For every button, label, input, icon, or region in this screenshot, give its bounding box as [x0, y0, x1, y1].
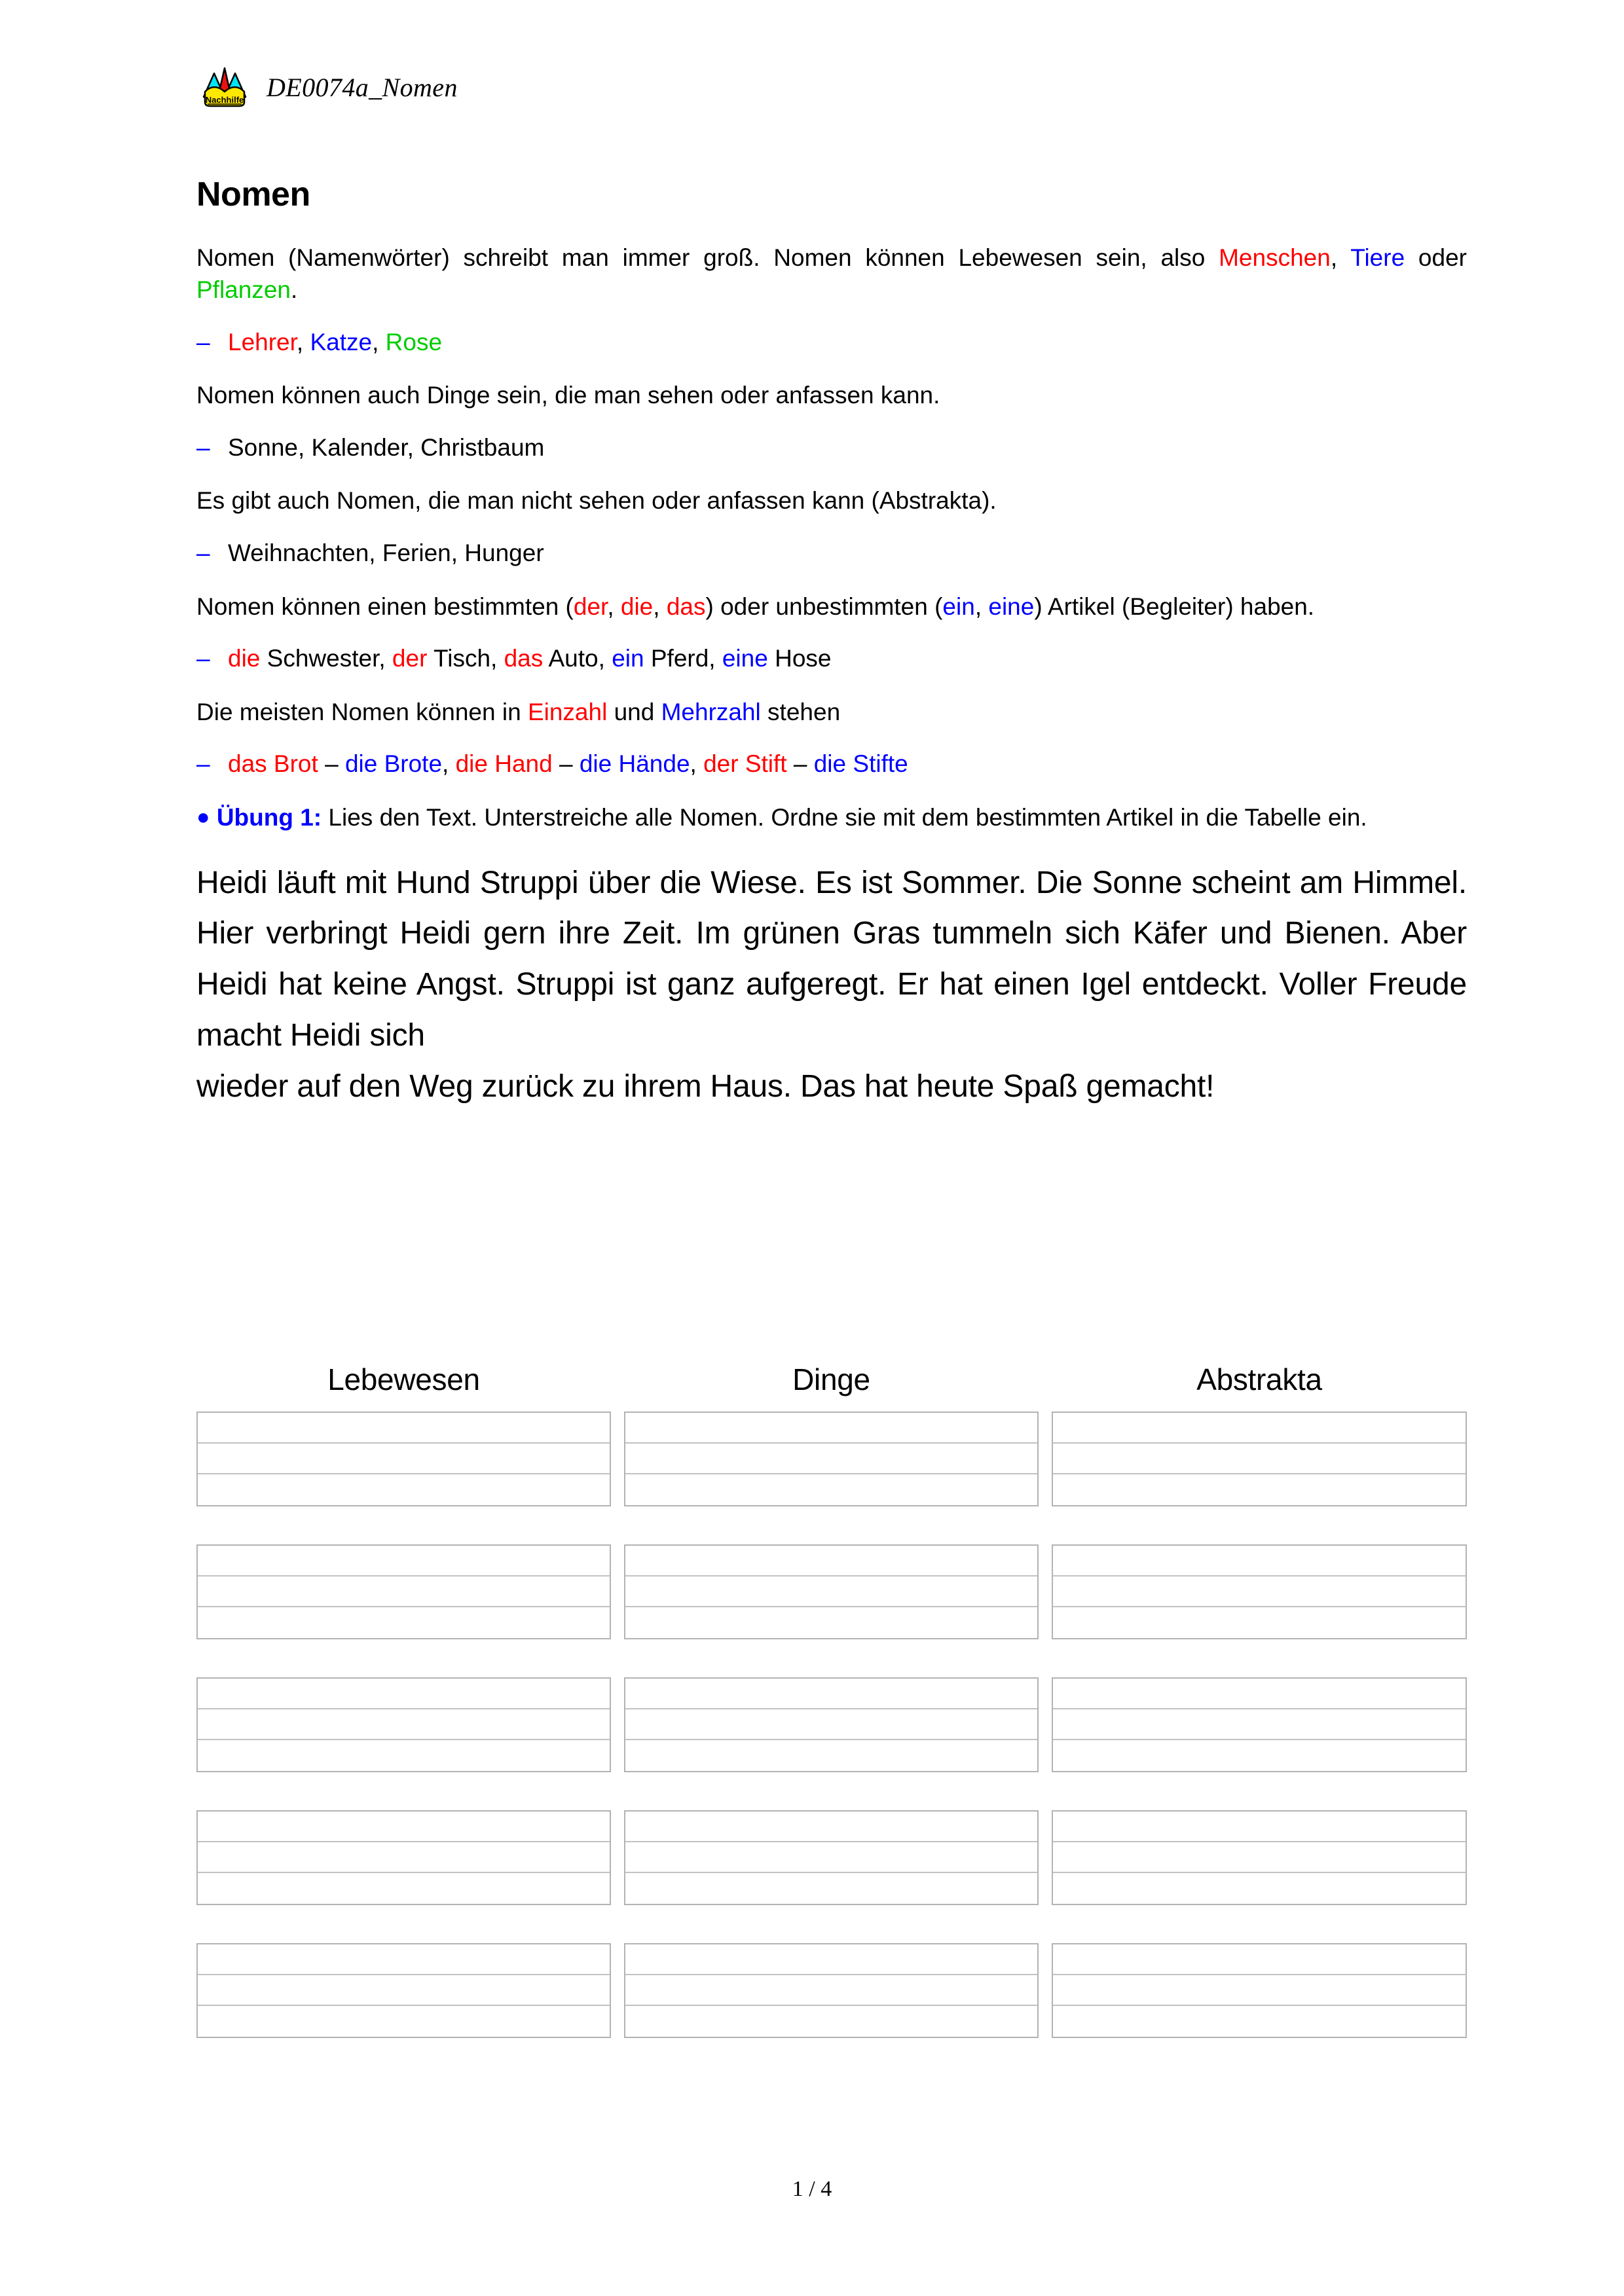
artikel-eine: eine: [988, 592, 1035, 620]
writing-blocks-row: [196, 1677, 1467, 1772]
page-footer: [0, 2177, 1624, 2202]
writing-line[interactable]: [198, 1740, 610, 1771]
writing-line[interactable]: [625, 1740, 1037, 1771]
word-pflanzen: Pflanzen: [196, 276, 291, 304]
writing-block[interactable]: [1052, 1412, 1467, 1506]
sep: ,: [653, 592, 667, 620]
list-dash-icon: –: [196, 750, 210, 778]
word-menschen: Menschen: [1219, 244, 1331, 271]
writing-block[interactable]: [1052, 1677, 1467, 1772]
example-abstrakta-content: Weihnachten, Ferien, Hunger: [228, 539, 544, 567]
exercise-instruction: [196, 801, 1467, 834]
writing-line[interactable]: [1053, 1546, 1466, 1576]
sep: ,: [690, 750, 704, 778]
list-dash-icon: –: [196, 433, 210, 461]
logo-text: Nachhilfe: [205, 95, 244, 105]
intro-text-1: Nomen (Namenwörter) schreibt man immer groß. Nomen können Lebewesen sein, also: [196, 244, 1219, 271]
list-dash-icon: –: [196, 328, 210, 355]
sing-2: die Hand: [455, 750, 553, 778]
writing-block[interactable]: [624, 1943, 1039, 2038]
writing-block[interactable]: [1052, 1810, 1467, 1905]
noun-4: Pferd,: [644, 645, 722, 672]
writing-line[interactable]: [198, 1679, 610, 1709]
pair-dash-3: –: [786, 750, 814, 778]
writing-line[interactable]: [1053, 1576, 1466, 1607]
document-content: [196, 177, 1467, 1112]
plur-2: die Hände: [579, 750, 690, 778]
artikel-das: das: [666, 592, 706, 620]
writing-line[interactable]: [1053, 2006, 1466, 2037]
page-title: Nomen: [196, 175, 310, 213]
example-dinge-content: Sonne, Kalender, Christbaum: [228, 433, 545, 461]
writing-line[interactable]: [198, 1444, 610, 1474]
word-tiere: Tiere: [1350, 244, 1405, 271]
zahl-text-2: und: [607, 698, 661, 725]
abstrakta-paragraph: Es gibt auch Nomen, die man nicht sehen oder anfassen kann (Abstrakta).: [196, 487, 997, 515]
writing-line[interactable]: [198, 1812, 610, 1842]
artikel-paragraph: [196, 591, 1467, 623]
writing-blocks-row: [196, 1810, 1467, 1905]
writing-blocks-row: [196, 1544, 1467, 1639]
page-header: [200, 65, 458, 109]
story-body: Heidi läuft mit Hund Struppi über die Wiese. Es ist Sommer. Die Sonne scheint am Himmel. Hier verbringt Heidi gern ihre Zeit. Im grünen Gras tummeln sich Käfer und Bienen. Aber Heidi hat keine Angst. Struppi ist ganz aufgeregt. Er hat einen Igel entdeckt. Voller Freude macht Heidi sich: [196, 865, 1467, 1053]
writing-block[interactable]: [196, 1544, 611, 1639]
writing-line[interactable]: [1053, 1842, 1466, 1873]
pair-dash-2: –: [552, 750, 580, 778]
writing-block[interactable]: [1052, 1544, 1467, 1639]
writing-line[interactable]: [625, 1679, 1037, 1709]
zahl-text-3: stehen: [760, 698, 841, 725]
sep: ,: [974, 592, 989, 620]
column-header-abstrakta: Abstrakta: [1196, 1362, 1322, 1396]
writing-line[interactable]: [1053, 1679, 1466, 1709]
writing-line[interactable]: [198, 1944, 610, 1975]
artikel-text-3: ) Artikel (Begleiter) haben.: [1034, 592, 1315, 620]
writing-line[interactable]: [625, 1444, 1037, 1474]
sep: ,: [372, 328, 386, 355]
noun-2: Tisch,: [427, 645, 504, 672]
writing-block[interactable]: [1052, 1943, 1467, 2038]
writing-line[interactable]: [625, 1873, 1037, 1904]
writing-line[interactable]: [1053, 1413, 1466, 1444]
intro-sep-2: oder: [1405, 244, 1467, 271]
art-3: das: [504, 645, 544, 672]
story-last-line: wieder auf den Weg zurück zu ihrem Haus. Das hat heute Spaß gemacht!: [196, 1068, 1215, 1104]
word-katze: Katze: [310, 328, 373, 355]
exercise-label: Übung 1:: [216, 803, 322, 831]
writing-line[interactable]: [198, 1975, 610, 2006]
plur-1: die Brote: [344, 750, 443, 778]
writing-line[interactable]: [198, 1576, 610, 1607]
writing-blocks-row: [196, 1412, 1467, 1506]
writing-line[interactable]: [625, 1975, 1037, 2006]
artikel-text-2: ) oder unbestimmten (: [705, 592, 943, 620]
writing-line[interactable]: [1053, 1873, 1466, 1904]
artikel-text-1: Nomen können einen bestimmten (: [196, 592, 574, 620]
art-4: ein: [612, 645, 644, 672]
writing-line[interactable]: [625, 1607, 1037, 1638]
nachhilfe-mountain-logo-icon: [200, 65, 249, 109]
writing-line[interactable]: [198, 1546, 610, 1576]
sep: ,: [296, 328, 310, 355]
writing-block[interactable]: [196, 1677, 611, 1772]
writing-line[interactable]: [1053, 1444, 1466, 1474]
table-column-headers: [196, 1362, 1467, 1397]
writing-line[interactable]: [198, 1413, 610, 1444]
intro-end: .: [291, 276, 298, 304]
writing-line[interactable]: [1053, 1709, 1466, 1740]
writing-line[interactable]: [625, 1944, 1037, 1975]
art-5: eine: [722, 645, 768, 672]
writing-block[interactable]: [624, 1412, 1039, 1506]
word-mehrzahl: Mehrzahl: [661, 698, 761, 725]
noun-1: Schwester,: [260, 645, 392, 672]
writing-block[interactable]: [624, 1544, 1039, 1639]
writing-line[interactable]: [198, 1873, 610, 1904]
writing-line[interactable]: [625, 1576, 1037, 1607]
intro-paragraph: [196, 242, 1467, 306]
list-dash-icon: –: [196, 645, 210, 672]
document-code-label: DE0074a_Nomen: [267, 72, 458, 102]
answer-table: [196, 1362, 1467, 2038]
writing-line[interactable]: [198, 1842, 610, 1873]
story-paragraph: [196, 858, 1467, 1112]
example-lebewesen-content: [228, 326, 442, 359]
zahl-paragraph: [196, 696, 1467, 729]
writing-line[interactable]: [198, 2006, 610, 2037]
zahl-text-1: Die meisten Nomen können in: [196, 698, 528, 725]
plur-3: die Stifte: [813, 750, 908, 778]
art-1: die: [228, 645, 261, 672]
writing-line[interactable]: [625, 1812, 1037, 1842]
example-artikel-content: [228, 642, 831, 675]
word-rose: Rose: [385, 328, 443, 355]
writing-line[interactable]: [625, 1474, 1037, 1505]
writing-line[interactable]: [625, 1413, 1037, 1444]
art-2: der: [392, 645, 428, 672]
writing-block[interactable]: [624, 1677, 1039, 1772]
word-lehrer: Lehrer: [228, 328, 297, 355]
writing-line[interactable]: [625, 1546, 1037, 1576]
exercise-text: Lies den Text. Unterstreiche alle Nomen. Ordne sie mit dem bestimmten Artikel in die Tabelle ein.: [322, 803, 1367, 831]
writing-block[interactable]: [196, 1943, 611, 2038]
artikel-die: die: [620, 592, 654, 620]
artikel-der: der: [573, 592, 608, 620]
writing-blocks-row: [196, 1943, 1467, 2038]
writing-line[interactable]: [198, 1607, 610, 1638]
writing-line[interactable]: [1053, 1944, 1466, 1975]
list-dash-icon: –: [196, 539, 210, 567]
sep: ,: [442, 750, 456, 778]
noun-3: Auto,: [543, 645, 612, 672]
bullet-dot-icon: ●: [196, 804, 210, 829]
intro-sep-1: ,: [1330, 244, 1351, 271]
writing-line[interactable]: [1053, 1975, 1466, 2006]
writing-line[interactable]: [625, 1842, 1037, 1873]
writing-line[interactable]: [1053, 1740, 1466, 1771]
writing-block[interactable]: [624, 1810, 1039, 1905]
page-number: 1 / 4: [792, 2177, 832, 2201]
dinge-paragraph: Nomen können auch Dinge sein, die man sehen oder anfassen kann.: [196, 382, 940, 409]
writing-line[interactable]: [198, 1474, 610, 1505]
sing-3: der Stift: [703, 750, 787, 778]
sep: ,: [607, 592, 621, 620]
writing-line[interactable]: [1053, 1812, 1466, 1842]
example-abstrakta: [196, 537, 1467, 570]
word-einzahl: Einzahl: [527, 698, 608, 725]
writing-line[interactable]: [1053, 1607, 1466, 1638]
writing-block[interactable]: [196, 1412, 611, 1506]
writing-line[interactable]: [625, 2006, 1037, 2037]
example-zahl: [196, 748, 1467, 780]
pair-dash-1: –: [318, 750, 345, 778]
column-header-lebewesen: Lebewesen: [327, 1362, 480, 1396]
sing-1: das Brot: [228, 750, 318, 778]
column-header-dinge: Dinge: [792, 1362, 870, 1396]
example-zahl-content: [228, 748, 908, 780]
artikel-ein: ein: [942, 592, 975, 620]
example-lebewesen: [196, 326, 1467, 359]
writing-block[interactable]: [196, 1810, 611, 1905]
example-dinge: [196, 431, 1467, 464]
writing-line[interactable]: [1053, 1474, 1466, 1505]
writing-blocks-container: [196, 1412, 1467, 2038]
example-artikel: [196, 642, 1467, 675]
noun-5: Hose: [767, 645, 832, 672]
writing-line[interactable]: [625, 1709, 1037, 1740]
writing-line[interactable]: [198, 1709, 610, 1740]
